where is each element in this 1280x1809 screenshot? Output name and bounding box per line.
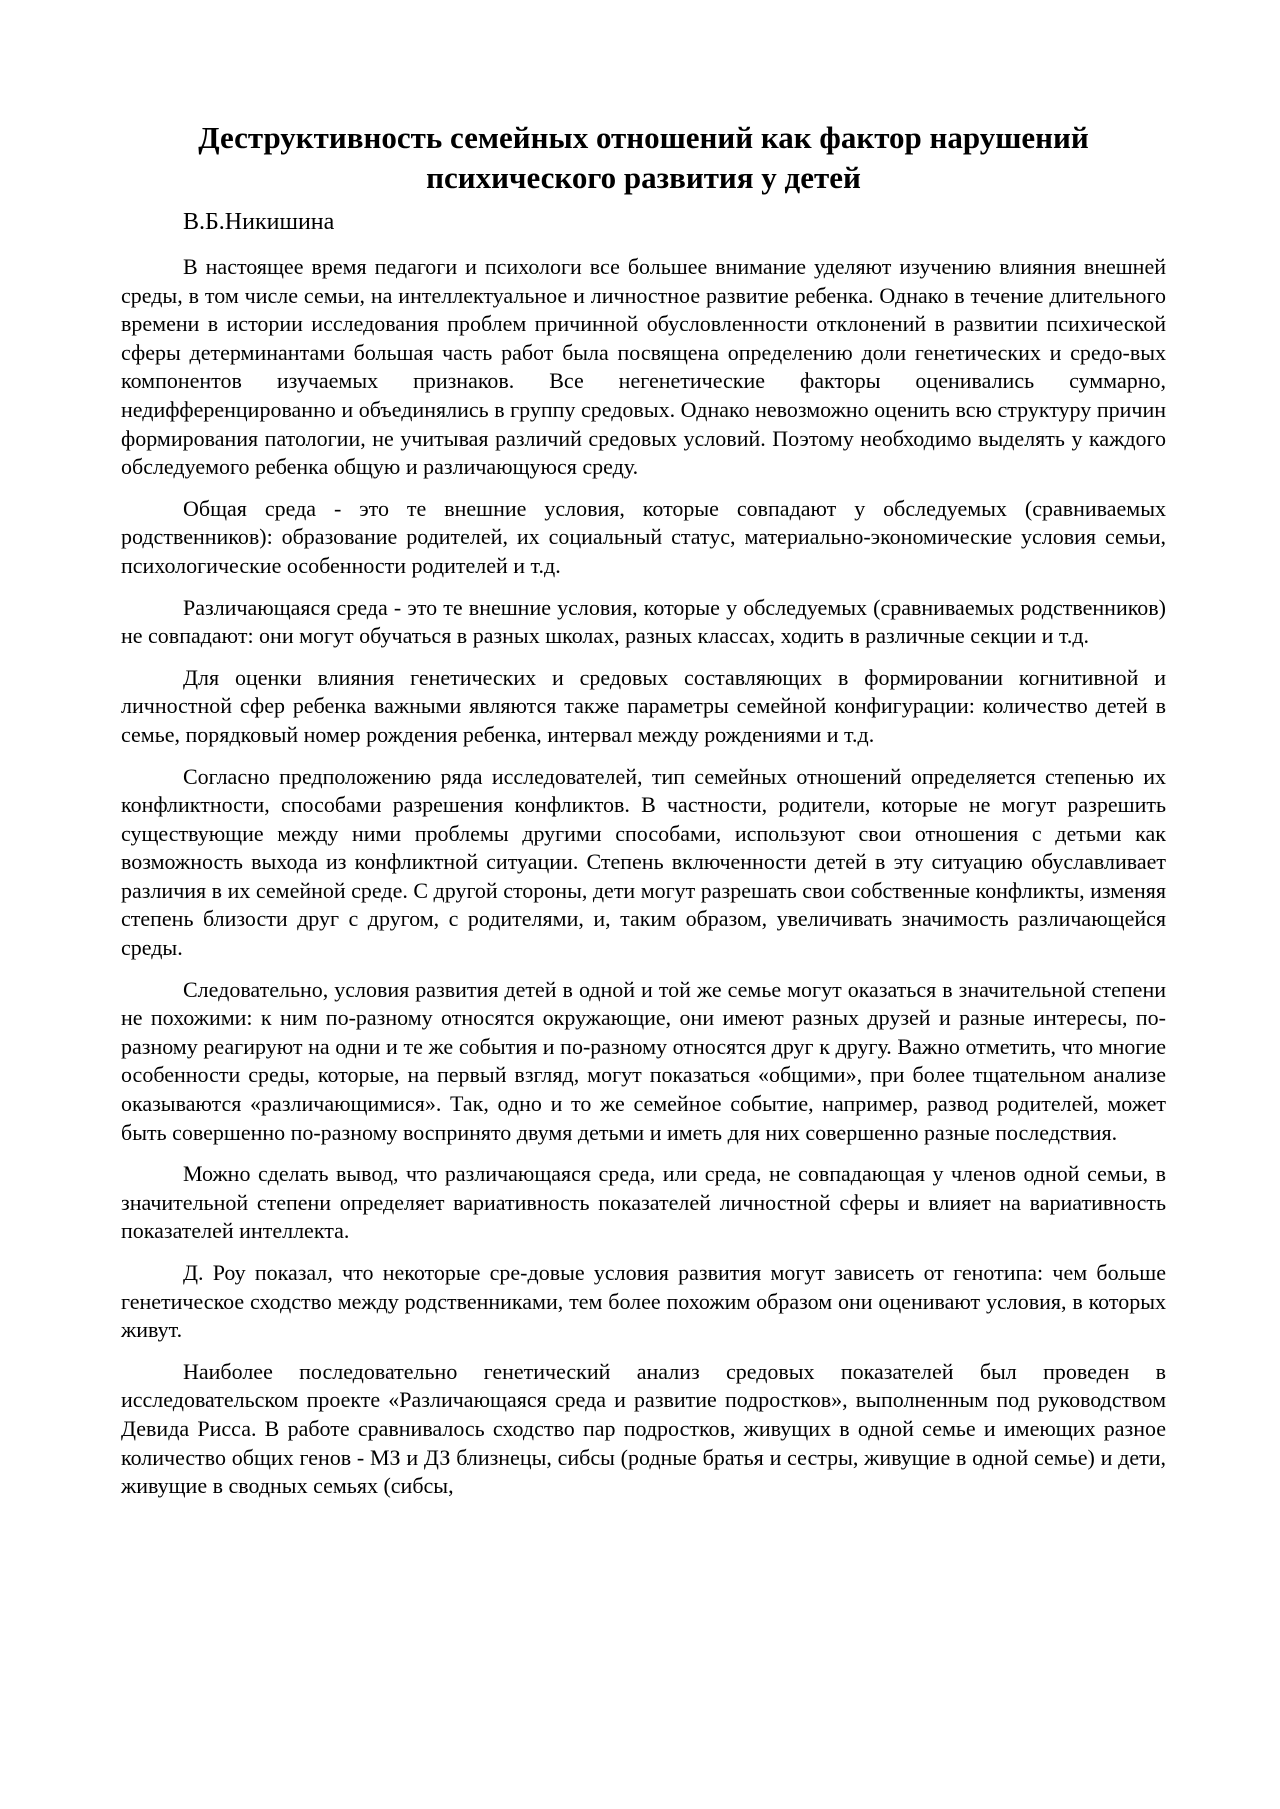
paragraph: Наиболее последовательно генетический анализ средовых показателей был проведен в исследовательском проекте «Различающаяся среда и развитие подростков», выполненным под руководством Девида Рисса. В работе сравнивалось сходство пар подростков, живущих в одной семье и имеющих разное количество общих генов - МЗ и ДЗ близнецы, сибсы (родные братья и сестры, живущие в одной семье) и дети, живущие в сводных семьях (сибсы, [121, 1358, 1166, 1499]
paragraph: Различающаяся среда - это те внешние условия, которые у обследуемых (сравниваемых родственников) не совпадают: они могут обучаться в разных школах, разных классах, ходить в различные секции и т.д. [121, 594, 1166, 649]
paragraph: В настоящее время педагоги и психологи все большее внимание уделяют изучению влияния внешней среды, в том числе семьи, на интеллектуальное и личностное развитие ребенка. Однако в течение длительного времени в истории исследования проблем причинной обусловленности отклонений в развитии психической сферы детерминантами большая часть работ была посвящена определению доли генетических и средо-вых компонентов изучаемых признаков. Все негенетические факторы оценивались суммарно, недифференцированно и объединялись в группу средовых. Однако невозможно оценить всю структуру причин формирования патологии, не учитывая различий средовых условий. Поэтому необходимо выделять у каждого обследуемого ребенка общую и различающуюся среду. [121, 254, 1166, 480]
title-line-1: Деструктивность семейных отношений как фактор нарушений [198, 120, 1089, 155]
paragraph: Следовательно, условия развития детей в одной и той же семье могут оказаться в значительной степени не похожими: к ним по-разному относятся окружающие, они имеют разных друзей и разные интересы, по-разному реагируют на одни и те же события и по-разному относятся друг к другу. Важно отметить, что многие особенности среды, которые, на первый взгляд, могут показаться «общими», при более тщательном анализе оказываются «различающимися». Так, одно и то же семейное событие, например, развод родителей, может быть совершенно по-разному воспринято двумя детьми и иметь для них совершенно разные последствия. [121, 976, 1166, 1145]
author-name: В.Б.Никишина [183, 209, 335, 235]
paragraph: Для оценки влияния генетических и средовых составляющих в формировании когнитивной и личностной сфер ребенка важными являются также параметры семейной конфигурации: количество детей в семье, порядковый номер рождения ребенка, интервал между рождениями и т.д. [121, 664, 1166, 747]
paragraph: Можно сделать вывод, что различающаяся среда, или среда, не совпадающая у членов одной семьи, в значительной степени определяет вариативность показателей личностной сферы и влияет на вариативность показателей интеллекта. [121, 1161, 1166, 1244]
title-line-2: психического развития у детей [426, 160, 861, 195]
paragraph: Д. Роу показал, что некоторые сре-довые условия развития могут зависеть от генотипа: чем больше генетическое сходство между родственниками, тем более похожим образом они оценивают условия, в которых живут. [121, 1260, 1166, 1343]
document-page [121, 118, 1166, 1514]
paragraph: Общая среда - это те внешние условия, которые совпадают у обследуемых (сравниваемых родственников): образование родителей, их социальный статус, материально-экономические условия семьи, психологические особенности родителей и т.д. [121, 495, 1166, 578]
paragraph: Согласно предположению ряда исследователей, тип семейных отношений определяется степенью их конфликтности, способами разрешения конфликтов. В частности, родители, которые не могут разрешить существующие между ними проблемы другими способами, используют свои отношения с детьми как возможность выхода из конфликтной ситуации. Степень включенности детей в эту ситуацию обуславливает различия в их семейной среде. С другой стороны, дети могут разрешать свои собственные конфликты, изменяя степень близости друг с другом, с родителями, и, таким образом, увеличивать значимость различающейся среды. [121, 763, 1166, 961]
page-title [121, 118, 1166, 198]
